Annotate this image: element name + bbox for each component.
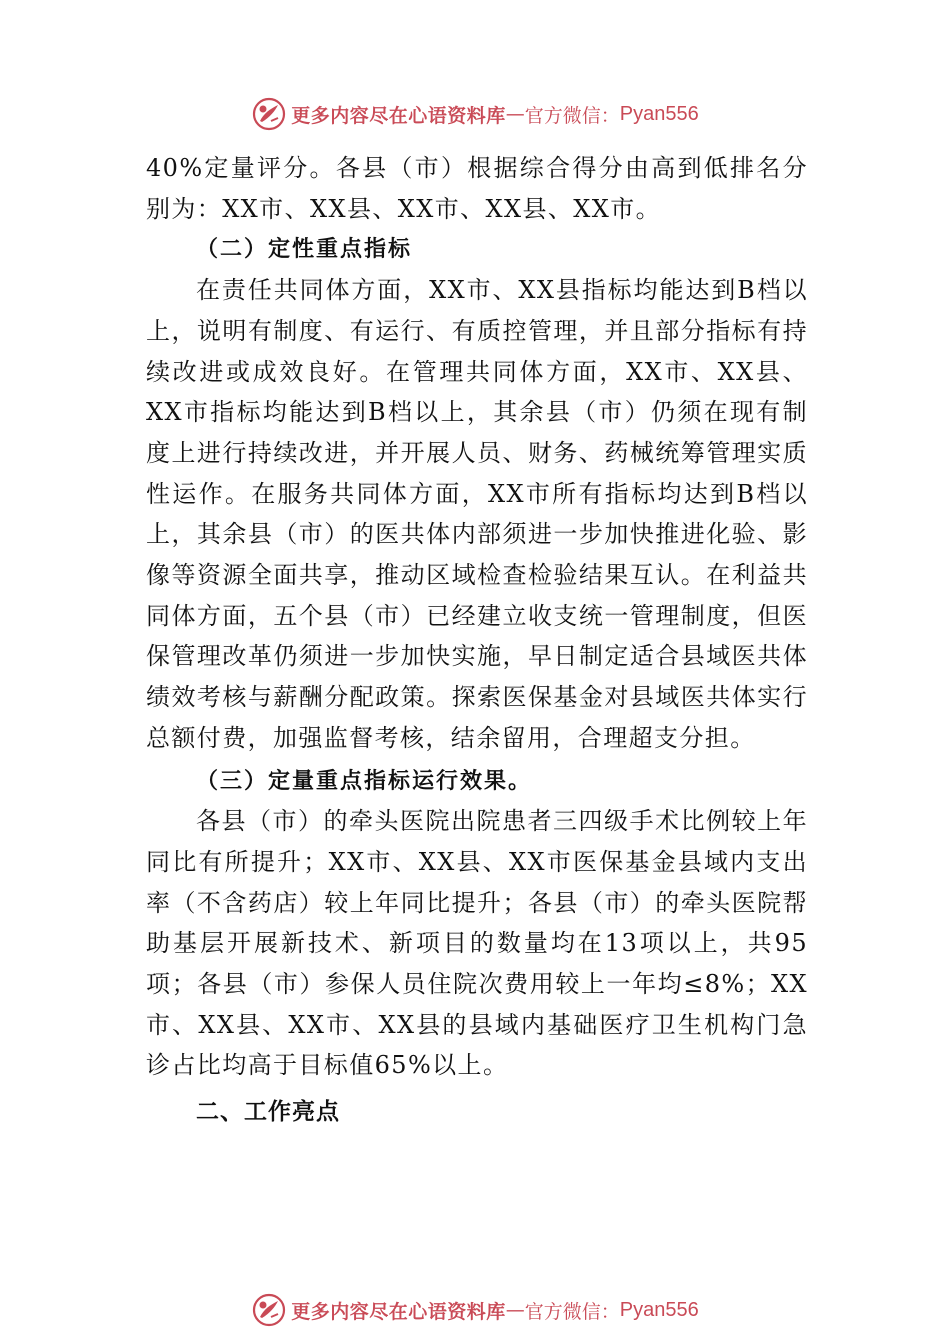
header-wechat-label: 官方微信： [524, 104, 620, 127]
paragraph-intro: 40%定量评分。各县（市）根据综合得分由高到低排名分别为：XX市、XX县、XX市、XX县、XX市。 [146, 154, 808, 223]
header-banner [0, 94, 950, 134]
footer-banner [0, 1290, 950, 1330]
header-separator: — [505, 103, 525, 125]
footer-separator: — [505, 1299, 525, 1321]
footer-wechat-id: Pyan556 [619, 1298, 699, 1321]
paragraph-qualitative: 在责任共同体方面，XX市、XX县指标均能达到B档以上，说明有制度、有运行、有质控管理，并且部分指标有持续改进或成效良好。在管理共同体方面，XX市、XX县、XX市指标均能达到B档以上，其余县（市）仍须在现有制度上进行持续改进，并开展人员、财务、药械统筹管理实质性运作。在服务共同体方面，XX市所有指标均达到B档以上，其余县（市）的医共体内部须进一步加快推进化验、影像等资源全面共享，推动区域检查检验结果互认。在利益共同体方面，五个县（市）已经建立收支统一管理制度，但医保管理改革仍须进一步加快实施，早日制定适合县域医共体绩效考核与薪酬分配政策。探索医保基金对县域医共体实行总额付费，加强监督考核，结余留用，合理超支分担。 [146, 276, 808, 752]
footer-brand-text: 更多内容尽在心语资料库 [291, 1300, 506, 1323]
section-title-highlights: 二、工作亮点 [196, 1099, 340, 1126]
subheading-quantitative: （三）定量重点指标运行效果。 [196, 767, 533, 794]
header-brand-text: 更多内容尽在心语资料库 [291, 104, 506, 127]
subheading-qualitative: （二）定性重点指标 [196, 236, 413, 263]
brand-logo-icon [251, 1292, 287, 1328]
paragraph-quantitative: 各县（市）的牵头医院出院患者三四级手术比例较上年同比有所提升；XX市、XX县、XX市医保基金县域内支出率（不含药店）较上年同比提升；各县（市）的牵头医院帮助基层开展新技术、新项目的数量均在13项以上，共95项；各县（市）参保人员住院次费用较上一年均≤8%；XX市、XX县、XX市、XX县的县域内基础医疗卫生机构门急诊占比均高于目标值65%以上。 [146, 807, 808, 1080]
header-wechat-id: Pyan556 [619, 102, 699, 125]
brand-logo-icon [251, 96, 287, 132]
document-body [146, 148, 808, 1133]
footer-wechat-label: 官方微信： [524, 1300, 620, 1323]
